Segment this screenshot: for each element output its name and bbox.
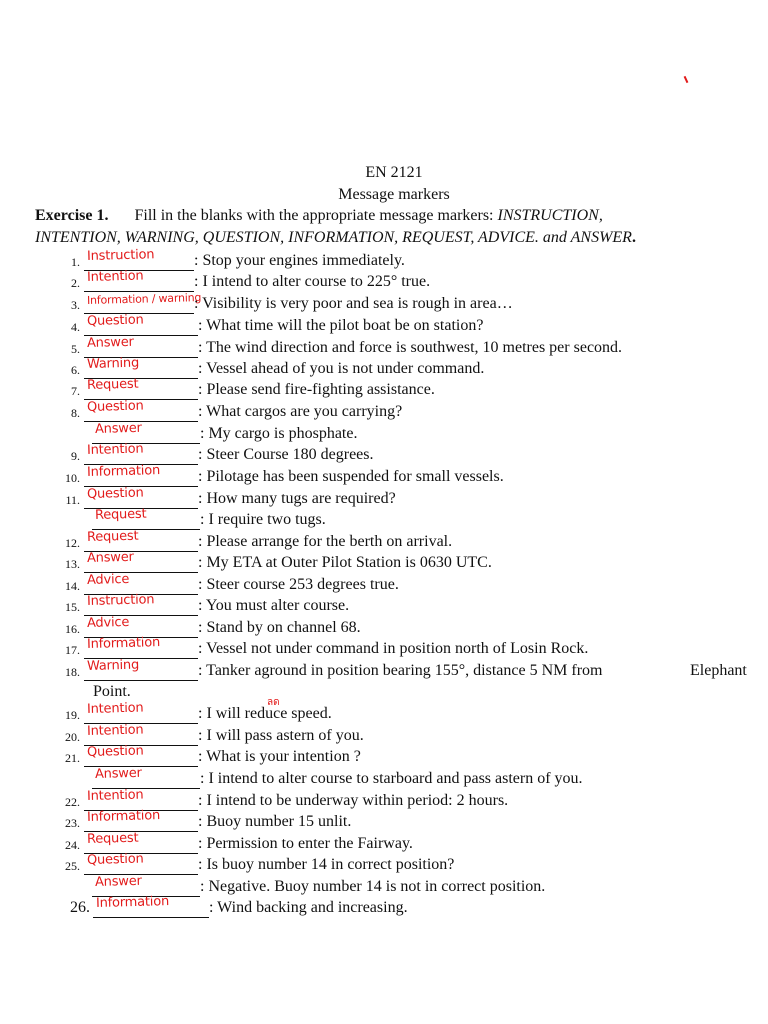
item-text: : Pilotage has been suspended for small vessels. [198, 468, 504, 485]
item-text: : Tanker aground in position bearing 155°, distance 5 NM from [198, 662, 603, 679]
item-number: 24. [65, 838, 80, 852]
item-text: : I require two tugs. [200, 511, 326, 528]
item-text: : I will pass astern of you. [198, 727, 364, 744]
item-number: 13. [65, 557, 80, 571]
item-number: 15. [65, 600, 80, 614]
answer-blank[interactable] [92, 506, 200, 530]
item-number: 3. [71, 298, 80, 312]
item-text: : What is your intention ? [198, 748, 361, 765]
answer-blank[interactable] [84, 376, 198, 400]
handwritten-answer: Answer [94, 873, 142, 890]
handwritten-answer: Intention [86, 700, 144, 717]
exercise-item [0, 268, 768, 294]
item-text: : I intend to be underway within period: 2 hours. [198, 792, 509, 809]
handwritten-answer: Answer [86, 549, 134, 566]
handwritten-answer: Answer [94, 765, 142, 782]
item-number: 18. [65, 665, 80, 679]
item-number: 11. [65, 493, 80, 507]
item-number: 19. [65, 708, 80, 722]
handwritten-answer: Intention [86, 787, 144, 804]
answer-blank[interactable] [84, 851, 198, 875]
item-number: 5. [71, 342, 80, 356]
answer-blank[interactable] [92, 420, 200, 444]
answer-blank[interactable] [84, 268, 194, 292]
item-text: : My cargo is phosphate. [200, 425, 358, 442]
item-number: 14. [65, 579, 80, 593]
item-text: : What cargos are you carrying? [198, 403, 403, 420]
item-number: 7. [71, 384, 80, 398]
handwritten-answer: Question [86, 312, 144, 329]
handwritten-answer: Intention [86, 268, 144, 285]
handwritten-answer: Request [86, 376, 139, 393]
item-text: : Vessel ahead of you is not under command. [198, 360, 485, 377]
item-text: : I will reduce speed. [198, 705, 332, 722]
exercise-instructions [35, 207, 603, 225]
handwritten-answer: Instruction [86, 247, 155, 264]
handwritten-answer: Intention [86, 441, 144, 458]
item-text: : The wind direction and force is southwest, 10 metres per second. [198, 339, 623, 356]
handwritten-answer: Question [86, 485, 144, 502]
exercise-label: Exercise 1. [35, 207, 109, 224]
item-number: 25. [65, 859, 80, 873]
item-number: 9. [71, 449, 80, 463]
item-text: : I intend to alter course to 225° true. [194, 273, 431, 290]
item-text: : Stop your engines immediately. [194, 252, 405, 269]
item-text: : Is buoy number 14 in correct position? [198, 856, 455, 873]
marker-list-line1: INSTRUCTION, [497, 207, 603, 224]
item-number: 20. [65, 730, 80, 744]
handwritten-answer: Information / warning [86, 291, 202, 307]
handwritten-answer: Answer [86, 334, 134, 351]
item-text: : Permission to enter the Fairway. [198, 835, 413, 852]
item-text: : Please arrange for the berth on arrival. [198, 533, 453, 550]
answer-blank[interactable] [84, 312, 198, 336]
handwritten-answer: Information [86, 463, 161, 480]
handwritten-answer: Answer [94, 420, 142, 437]
handwritten-answer: Question [86, 398, 144, 415]
exercise-marker-list: INTENTION, WARNING, QUESTION, INFORMATION, REQUEST, ADVICE. and ANSWER. [35, 229, 636, 246]
handwritten-answer: Question [86, 743, 144, 760]
handwritten-correction: ลด [267, 697, 280, 708]
handwritten-answer: Advice [86, 614, 130, 631]
item-text-tail: Elephant [690, 662, 747, 679]
item-number: 26. [70, 899, 90, 916]
exercise-instruction-text: Fill in the blanks with the appropriate message markers: [134, 207, 494, 224]
answer-blank[interactable] [84, 743, 198, 767]
handwritten-answer: Request [86, 830, 139, 847]
handwritten-answer: Request [94, 506, 147, 523]
item-number: 8. [71, 406, 80, 420]
answer-blank[interactable] [93, 894, 209, 918]
exercise-item [0, 894, 768, 920]
item-number: 17. [65, 643, 80, 657]
item-text: : What time will the pilot boat be on station? [198, 317, 484, 334]
handwritten-answer: Information [86, 635, 161, 652]
item-number: 16. [65, 622, 80, 636]
answer-blank[interactable] [84, 657, 198, 681]
item-text: : Stand by on channel 68. [198, 619, 361, 636]
item-number: 10. [65, 471, 80, 485]
item-number: 2. [71, 276, 80, 290]
item-number: 1. [71, 255, 80, 269]
item-number: 12. [65, 536, 80, 550]
item-text: : How many tugs are required? [198, 490, 396, 507]
answer-blank[interactable] [84, 700, 198, 724]
item-text: : My ETA at Outer Pilot Station is 0630 UTC. [198, 554, 492, 571]
handwritten-answer: Advice [86, 571, 130, 588]
handwritten-answer: Instruction [86, 592, 155, 609]
handwritten-answer: Information [86, 808, 161, 825]
handwritten-answer: Warning [86, 657, 140, 674]
item-text: : You must alter course. [198, 597, 350, 614]
item-text: : Steer Course 180 degrees. [198, 446, 374, 463]
item-number: 23. [65, 816, 80, 830]
answer-blank[interactable] [84, 528, 198, 552]
answer-blank[interactable] [84, 463, 198, 487]
item-number: 4. [71, 320, 80, 334]
item-text: : I intend to alter course to starboard and pass astern of you. [200, 770, 583, 787]
handwritten-answer: Question [86, 851, 144, 868]
item-text: : Visibility is very poor and sea is rough in area… [194, 295, 513, 312]
item-text: : Buoy number 15 unlit. [198, 813, 352, 830]
answer-blank[interactable] [84, 355, 198, 379]
red-pen-mark [684, 76, 689, 83]
item-number: 6. [71, 363, 80, 377]
answer-blank[interactable] [84, 549, 198, 573]
marker-list-line2: INTENTION, WARNING, QUESTION, INFORMATION, REQUEST, ADVICE. and ANSWER [35, 229, 632, 246]
item-number: 22. [65, 795, 80, 809]
course-code: EN 2121 [365, 164, 423, 181]
answer-blank[interactable] [84, 398, 198, 422]
item-text: : Negative. Buoy number 14 is not in correct position. [200, 878, 546, 895]
handwritten-answer: Intention [86, 722, 144, 739]
item-text: : Vessel not under command in position north of Losin Rock. [198, 640, 589, 657]
answer-blank[interactable] [84, 635, 198, 659]
item-text: : Wind backing and increasing. [209, 899, 408, 916]
answer-blank[interactable] [84, 334, 198, 358]
answer-blank[interactable] [84, 441, 198, 465]
answer-blank[interactable] [84, 291, 202, 314]
item-text: : Steer course 253 degrees true. [198, 576, 399, 593]
answer-blank[interactable] [84, 592, 198, 616]
handwritten-answer: Request [86, 528, 139, 545]
worksheet-title: Message markers [338, 186, 450, 203]
answer-blank[interactable] [92, 765, 200, 789]
handwritten-answer: Warning [86, 355, 140, 372]
item-18-continuation: Point. [93, 683, 131, 700]
item-text: : Please send fire-fighting assistance. [198, 381, 435, 398]
answer-blank[interactable] [84, 808, 198, 832]
handwritten-answer: Information [95, 894, 170, 911]
item-number: 21. [65, 751, 80, 765]
exercise-item [0, 657, 768, 683]
